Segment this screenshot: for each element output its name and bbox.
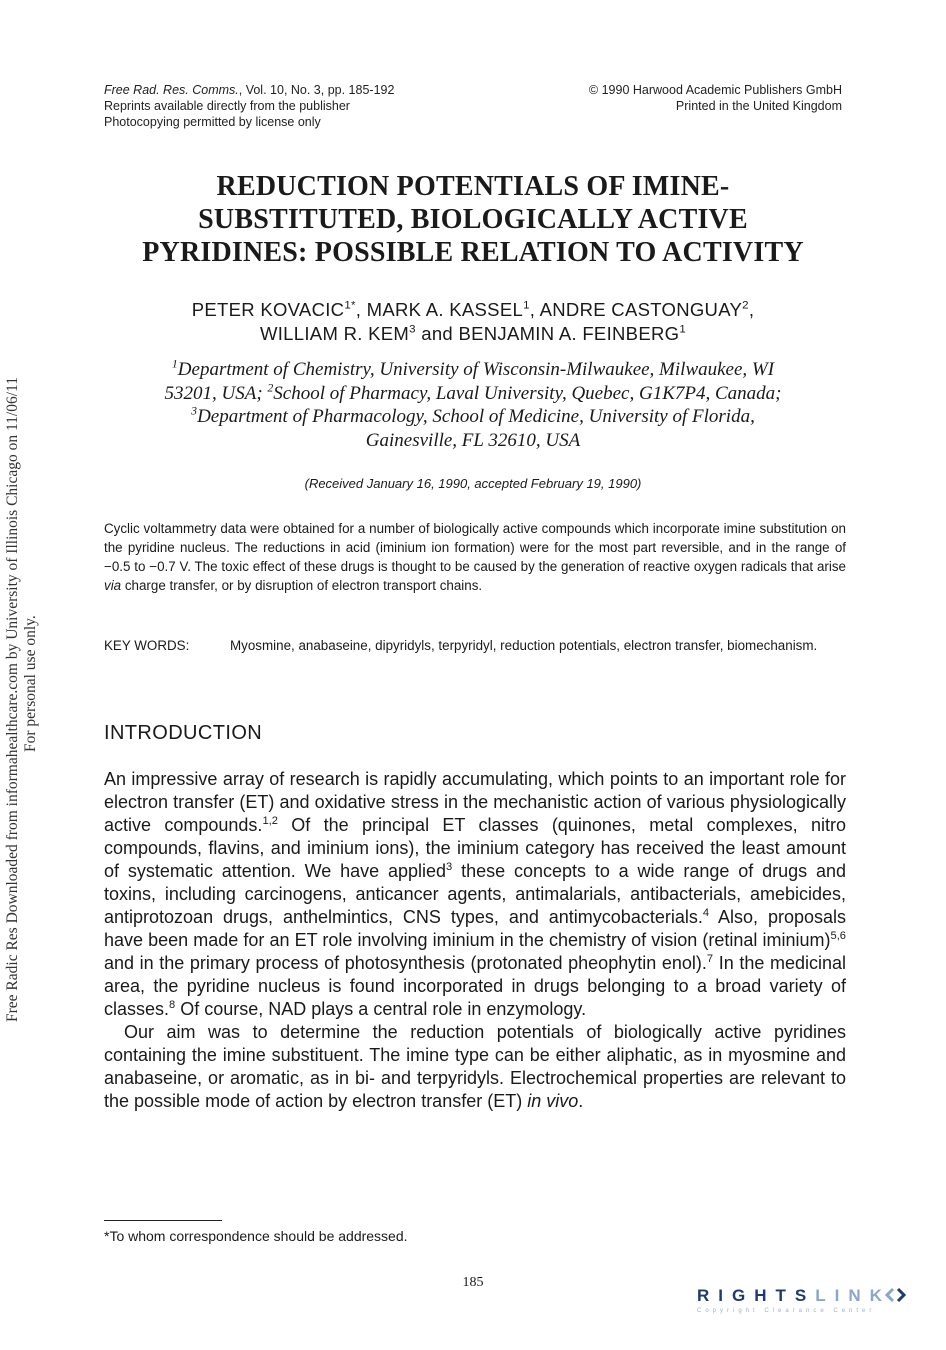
paragraph-text: An impressive array of research is rapidly accumulating, which points to an important role for electron transfer (ET) and oxidative stress in the mechanistic action of various physiologically active compounds. [104,769,846,835]
paper-title [100,170,846,269]
paragraph-text: Of course, NAD plays a central role in enzymology. [175,999,587,1019]
keywords-text: Myosmine, anabaseine, dipyridyls, terpyridyl, reduction potentials, electron transfer, biomechanism. [230,638,818,653]
author-name: and BENJAMIN A. FEINBERG [415,323,680,344]
title-line-1: REDUCTION POTENTIALS OF IMINE- [216,171,730,202]
paragraph-italic: in vivo [527,1091,579,1111]
author-separator: , [748,299,755,320]
author-affiliation-mark: 1* [344,299,356,312]
affiliation-text: Department of Pharmacology, School of Medicine, University of Florida, [197,406,755,427]
paragraph-text: In the medicinal area, the pyridine nucleus is found incorporated in drugs belonging to a broad variety of classes. [104,953,847,1019]
publisher-info [589,82,842,114]
introduction-body [104,768,846,1113]
copyright-notice: © 1990 Harwood Academic Publishers GmbH [588,83,842,97]
printed-notice: Printed in the United Kingdom [675,99,842,113]
abstract-italic: via [104,578,122,593]
citation-ref: 3 [446,860,453,873]
reprints-note: Reprints available directly from the publisher [104,99,350,113]
rightslink-light-text: LINK [815,1286,891,1305]
paragraph-text: Also, proposals have been made for an ET role involving iminium in the chemistry of vision (retinal iminium) [104,907,846,950]
affiliation-mark: 2 [267,380,274,394]
abstract-text: charge transfer, or by disruption of electron transport chains. [121,578,483,593]
author-affiliation-mark: 1 [679,323,686,336]
author-affiliation-mark: 1 [523,299,530,312]
rightslink-dark-text: RIGHTS [697,1286,816,1305]
paragraph-text: these concepts to a wide range of drugs and toxins, including carcinogens, anticancer agents, antimalarials, antibacterials, amebicides, antiprotozoan drugs, anthelmintics, CNS types, and antimycobacterials. [104,861,846,927]
page-number: 185 [462,1275,484,1290]
author-name: WILLIAM R. KEM [259,323,410,344]
journal-volume: , Vol. 10, No. 3, pp. 185-192 [238,83,395,97]
citation-ref: 7 [706,952,714,965]
rightslink-logo[interactable] [697,1286,927,1326]
citation-ref: 8 [169,998,176,1011]
paragraph [104,1021,846,1113]
journal-citation [104,82,394,130]
author-name: , ANDRE CASTONGUAY [529,299,743,320]
abstract-text: Cyclic voltammetry data were obtained for a number of biologically active compounds which incorporate imine substitution on the pyridine nucleus. The reductions in acid (iminium ion formation) were for the most part reversible, and in the range of −0.5 to −0.7 V. The toxic effect of these drugs is thought to be caused by the generation of reactive oxygen radicals that arise [104,521,846,574]
keywords-label: KEY WORDS: [104,638,190,653]
paragraph-text: and in the primary process of photosynthesis (protonated pheophytin enol). [104,953,707,973]
affiliations [100,358,846,452]
abstract [104,519,846,595]
paragraph-text: Of the principal ET classes (quinones, metal complexes, nitro compounds, flavins, and iminium ions), the iminium category has received the least amount of systematic attention. We have applied [104,815,846,881]
affiliation-text: School of Pharmacy, Laval University, Quebec, G1K7P4, Canada; [273,382,782,404]
title-line-3: PYRIDINES: POSSIBLE RELATION TO ACTIVITY [142,237,804,268]
photocopy-note: Photocopying permitted by license only [104,115,321,129]
paragraph-text: . [578,1091,584,1111]
section-heading: INTRODUCTION [104,722,263,744]
footnote-rule [104,1220,222,1221]
affiliation-text: Gainesville, FL 32610, USA [365,429,581,451]
author-affiliation-mark: 3 [409,323,416,336]
affiliation-text: Department of Chemistry, University of Wisconsin-Milwaukee, Milwaukee, WI [177,359,775,380]
download-notice-line1: Free Radic Res Downloaded from informahealthcare.com by University of Illinois Chicago on 11/06/11 [4,377,21,1022]
download-notice-line2: For personal use only. [22,615,39,752]
paragraph-text: Our aim was to determine the reduction potentials of biologically active pyridines containing the imine substituent. The imine type can be either aliphatic, as in myosmine and anabaseine, or aromatic, as in bi- and terpyridyls. Electrochemical properties are relevant to the possible mode of action by electron transfer (ET) [104,1022,846,1111]
paragraph [104,768,846,1021]
author-name: , MARK A. KASSEL [355,299,524,320]
keywords [104,636,846,655]
citation-ref: 4 [702,906,710,919]
title-line-2: SUBSTITUTED, BIOLOGICALLY ACTIVE [198,204,748,235]
affiliation-mark: 1 [171,357,178,371]
affiliation-mark: 3 [191,404,198,418]
received-dates: (Received January 16, 1990, accepted February 19, 1990) [304,476,642,491]
author-list [100,298,846,346]
rightslink-arrow-icon [885,1287,907,1303]
journal-name: Free Rad. Res. Comms. [104,83,239,97]
author-affiliation-mark: 2 [742,299,749,312]
download-notice-sidebar [0,0,46,1350]
rightslink-subtitle: Copyright Clearance Center [697,1308,876,1314]
citation-ref: 5,6 [830,929,846,942]
citation-ref: 1,2 [262,814,278,827]
footnote: *To whom correspondence should be addressed. [104,1228,408,1244]
affiliation-text: 53201, USA; [164,382,268,404]
author-name: PETER KOVACIC [191,299,345,320]
